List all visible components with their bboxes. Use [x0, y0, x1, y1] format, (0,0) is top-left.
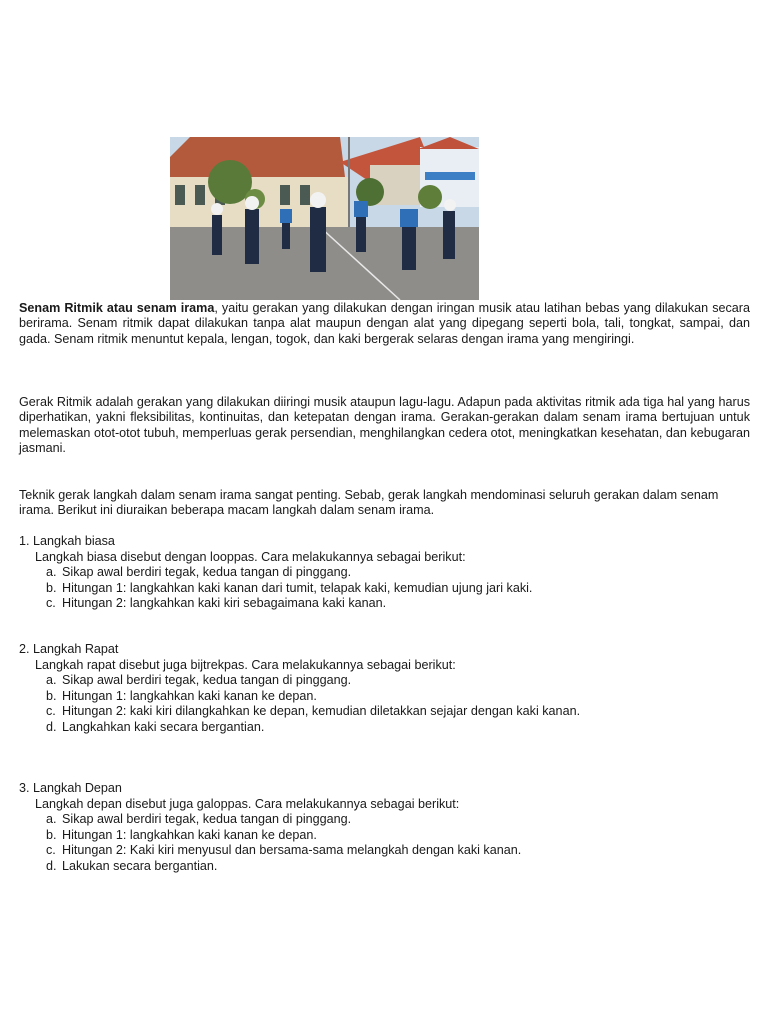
list-marker: d. — [46, 858, 57, 873]
step-list — [19, 673, 739, 735]
list-marker: d. — [46, 719, 57, 734]
section-description: Langkah rapat disebut juga bijtrekpas. Cara melakukannya sebagai berikut: — [35, 657, 456, 672]
list-item-text: Langkahkan kaki secara bergantian. — [62, 719, 265, 734]
list-item-text: Hitungan 1: langkahkan kaki kanan ke depan. — [62, 827, 317, 842]
section-langkah-depan — [19, 781, 739, 875]
list-item — [46, 720, 602, 736]
list-item-text: Hitungan 1: langkahkan kaki kanan ke depan. — [62, 688, 317, 703]
step-list — [19, 565, 739, 612]
list-item-text: Hitungan 1: langkahkan kaki kanan dari tumit, telapak kaki, kemudian ujung jari kaki. — [62, 580, 533, 595]
list-item-text: Hitungan 2: Kaki kiri menyusul dan bersama-sama melangkah dengan kaki kanan. — [62, 843, 522, 858]
list-marker: a. — [46, 673, 57, 688]
list-marker: a. — [46, 565, 57, 580]
intro-term: Senam Ritmik atau senam irama — [19, 301, 215, 315]
list-marker: b. — [46, 688, 57, 703]
section-langkah-rapat — [19, 642, 739, 736]
list-marker: c. — [46, 704, 56, 719]
intro-text: , yaitu gerakan yang dilakukan dengan iringan musik atau latihan bebas yang dilakukan secara berirama. Senam ritmik dapat dilakukan tanpa alat maupun dengan alat yang dipegang seperti bola, tali, tongkat, sampai, dan gada. Senam ritmik menuntut kepala, lengan, togok, dan kaki bergerak selaras dengan irama yang mengiringi. — [19, 301, 750, 346]
step-list — [19, 812, 739, 874]
list-item — [46, 704, 602, 720]
list-item-text: Hitungan 2: kaki kiri dilangkahkan ke depan, kemudian diletakkan sejajar dengan kaki kanan. — [62, 704, 581, 719]
intro-paragraph — [19, 301, 750, 347]
gerak-ritmik-paragraph: Gerak Ritmik adalah gerakan yang dilakukan diiringi musik ataupun lagu-lagu. Adapun pada aktivitas ritmik ada tiga hal yang harus diperhatikan, yakni fleksibilitas, kontinuitas, dan ketepatan dengan irama. Gerakan-gerakan dalam senam irama bertujuan untuk melemaskan otot-otot tubuh, memperluas gerak persendian, menghilangkan cedera otot, meningkatkan kesehatan, dan kebugaran jasmani. — [19, 395, 750, 456]
list-marker: b. — [46, 580, 57, 595]
list-item-text: Sikap awal berdiri tegak, kedua tangan di pinggang. — [62, 565, 352, 580]
section-title: 3. Langkah Depan — [19, 781, 122, 795]
list-item-text: Lakukan secara bergantian. — [62, 858, 218, 873]
list-item — [46, 581, 602, 597]
list-marker: c. — [46, 843, 56, 858]
list-item-text: Sikap awal berdiri tegak, kedua tangan di pinggang. — [62, 812, 352, 827]
list-item — [46, 565, 602, 581]
list-item — [46, 843, 602, 859]
list-item-text: Sikap awal berdiri tegak, kedua tangan di pinggang. — [62, 673, 352, 688]
section-description: Langkah biasa disebut dengan looppas. Cara melakukannya sebagai berikut: — [35, 549, 466, 564]
list-marker: a. — [46, 812, 57, 827]
gymnastics-photo — [170, 137, 479, 300]
list-item — [46, 828, 602, 844]
gymnastics-scene-illustration — [170, 137, 479, 300]
list-marker: c. — [46, 596, 56, 611]
section-langkah-biasa — [19, 534, 739, 612]
teknik-paragraph: Teknik gerak langkah dalam senam irama sangat penting. Sebab, gerak langkah mendominasi seluruh gerakan dalam senam irama. Berikut ini diuraikan beberapa macam langkah dalam senam irama. — [19, 488, 719, 518]
section-title: 1. Langkah biasa — [19, 534, 115, 548]
list-item-text: Hitungan 2: langkahkan kaki kiri sebagaimana kaki kanan. — [62, 596, 387, 611]
list-marker: b. — [46, 827, 57, 842]
section-description: Langkah depan disebut juga galoppas. Cara melakukannya sebagai berikut: — [35, 796, 460, 811]
list-item — [46, 689, 602, 705]
list-item — [46, 673, 602, 689]
list-item — [46, 859, 602, 875]
list-item — [46, 596, 602, 612]
section-title: 2. Langkah Rapat — [19, 642, 119, 656]
list-item — [46, 812, 602, 828]
